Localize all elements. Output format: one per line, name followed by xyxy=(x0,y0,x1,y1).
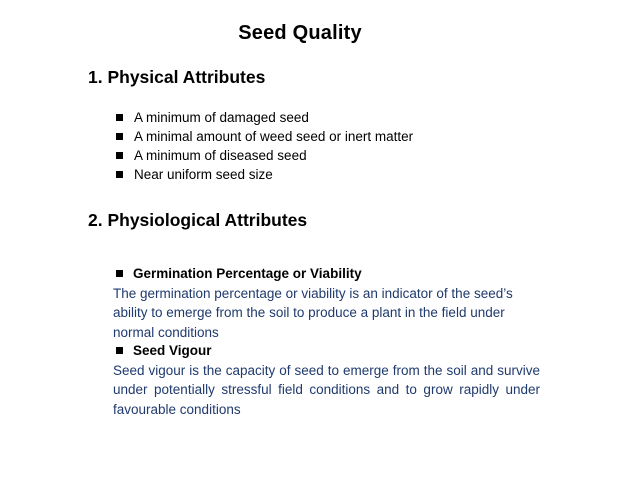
list-item-text: A minimum of damaged seed xyxy=(134,110,309,125)
vigour-block xyxy=(113,341,540,419)
vigour-text: Seed vigour is the capacity of seed to emerge from the soil and survive under potentially stressful field conditions and to grow rapidly under favourable conditions xyxy=(113,362,540,417)
square-bullet-icon xyxy=(116,171,123,178)
list-item-text: Near uniform seed size xyxy=(134,167,273,182)
list-item xyxy=(116,146,413,165)
list-item-text: A minimum of diseased seed xyxy=(134,148,307,163)
list-item xyxy=(116,108,413,127)
square-bullet-icon xyxy=(116,152,123,159)
germination-text: The germination percentage or viability is an indicator of the seed’s ability to emerge from the soil to produce a plant in the field under normal conditions xyxy=(113,285,513,340)
germination-block xyxy=(113,264,540,342)
germination-label: Germination Percentage or Viability xyxy=(133,266,362,281)
square-bullet-icon xyxy=(116,347,123,354)
list-item xyxy=(116,165,413,184)
physical-attributes-list xyxy=(116,108,413,184)
list-item xyxy=(116,127,413,146)
list-item-text: A minimal amount of weed seed or inert matter xyxy=(134,129,414,144)
square-bullet-icon xyxy=(116,114,123,121)
germination-subheading xyxy=(113,264,540,284)
vigour-subheading xyxy=(113,341,540,361)
square-bullet-icon xyxy=(116,270,123,277)
vigour-label: Seed Vigour xyxy=(133,343,212,358)
square-bullet-icon xyxy=(116,133,123,140)
page-title: Seed Quality xyxy=(238,22,362,44)
section-heading-physical: 1. Physical Attributes xyxy=(88,67,266,87)
section-heading-physiological: 2. Physiological Attributes xyxy=(88,210,308,230)
